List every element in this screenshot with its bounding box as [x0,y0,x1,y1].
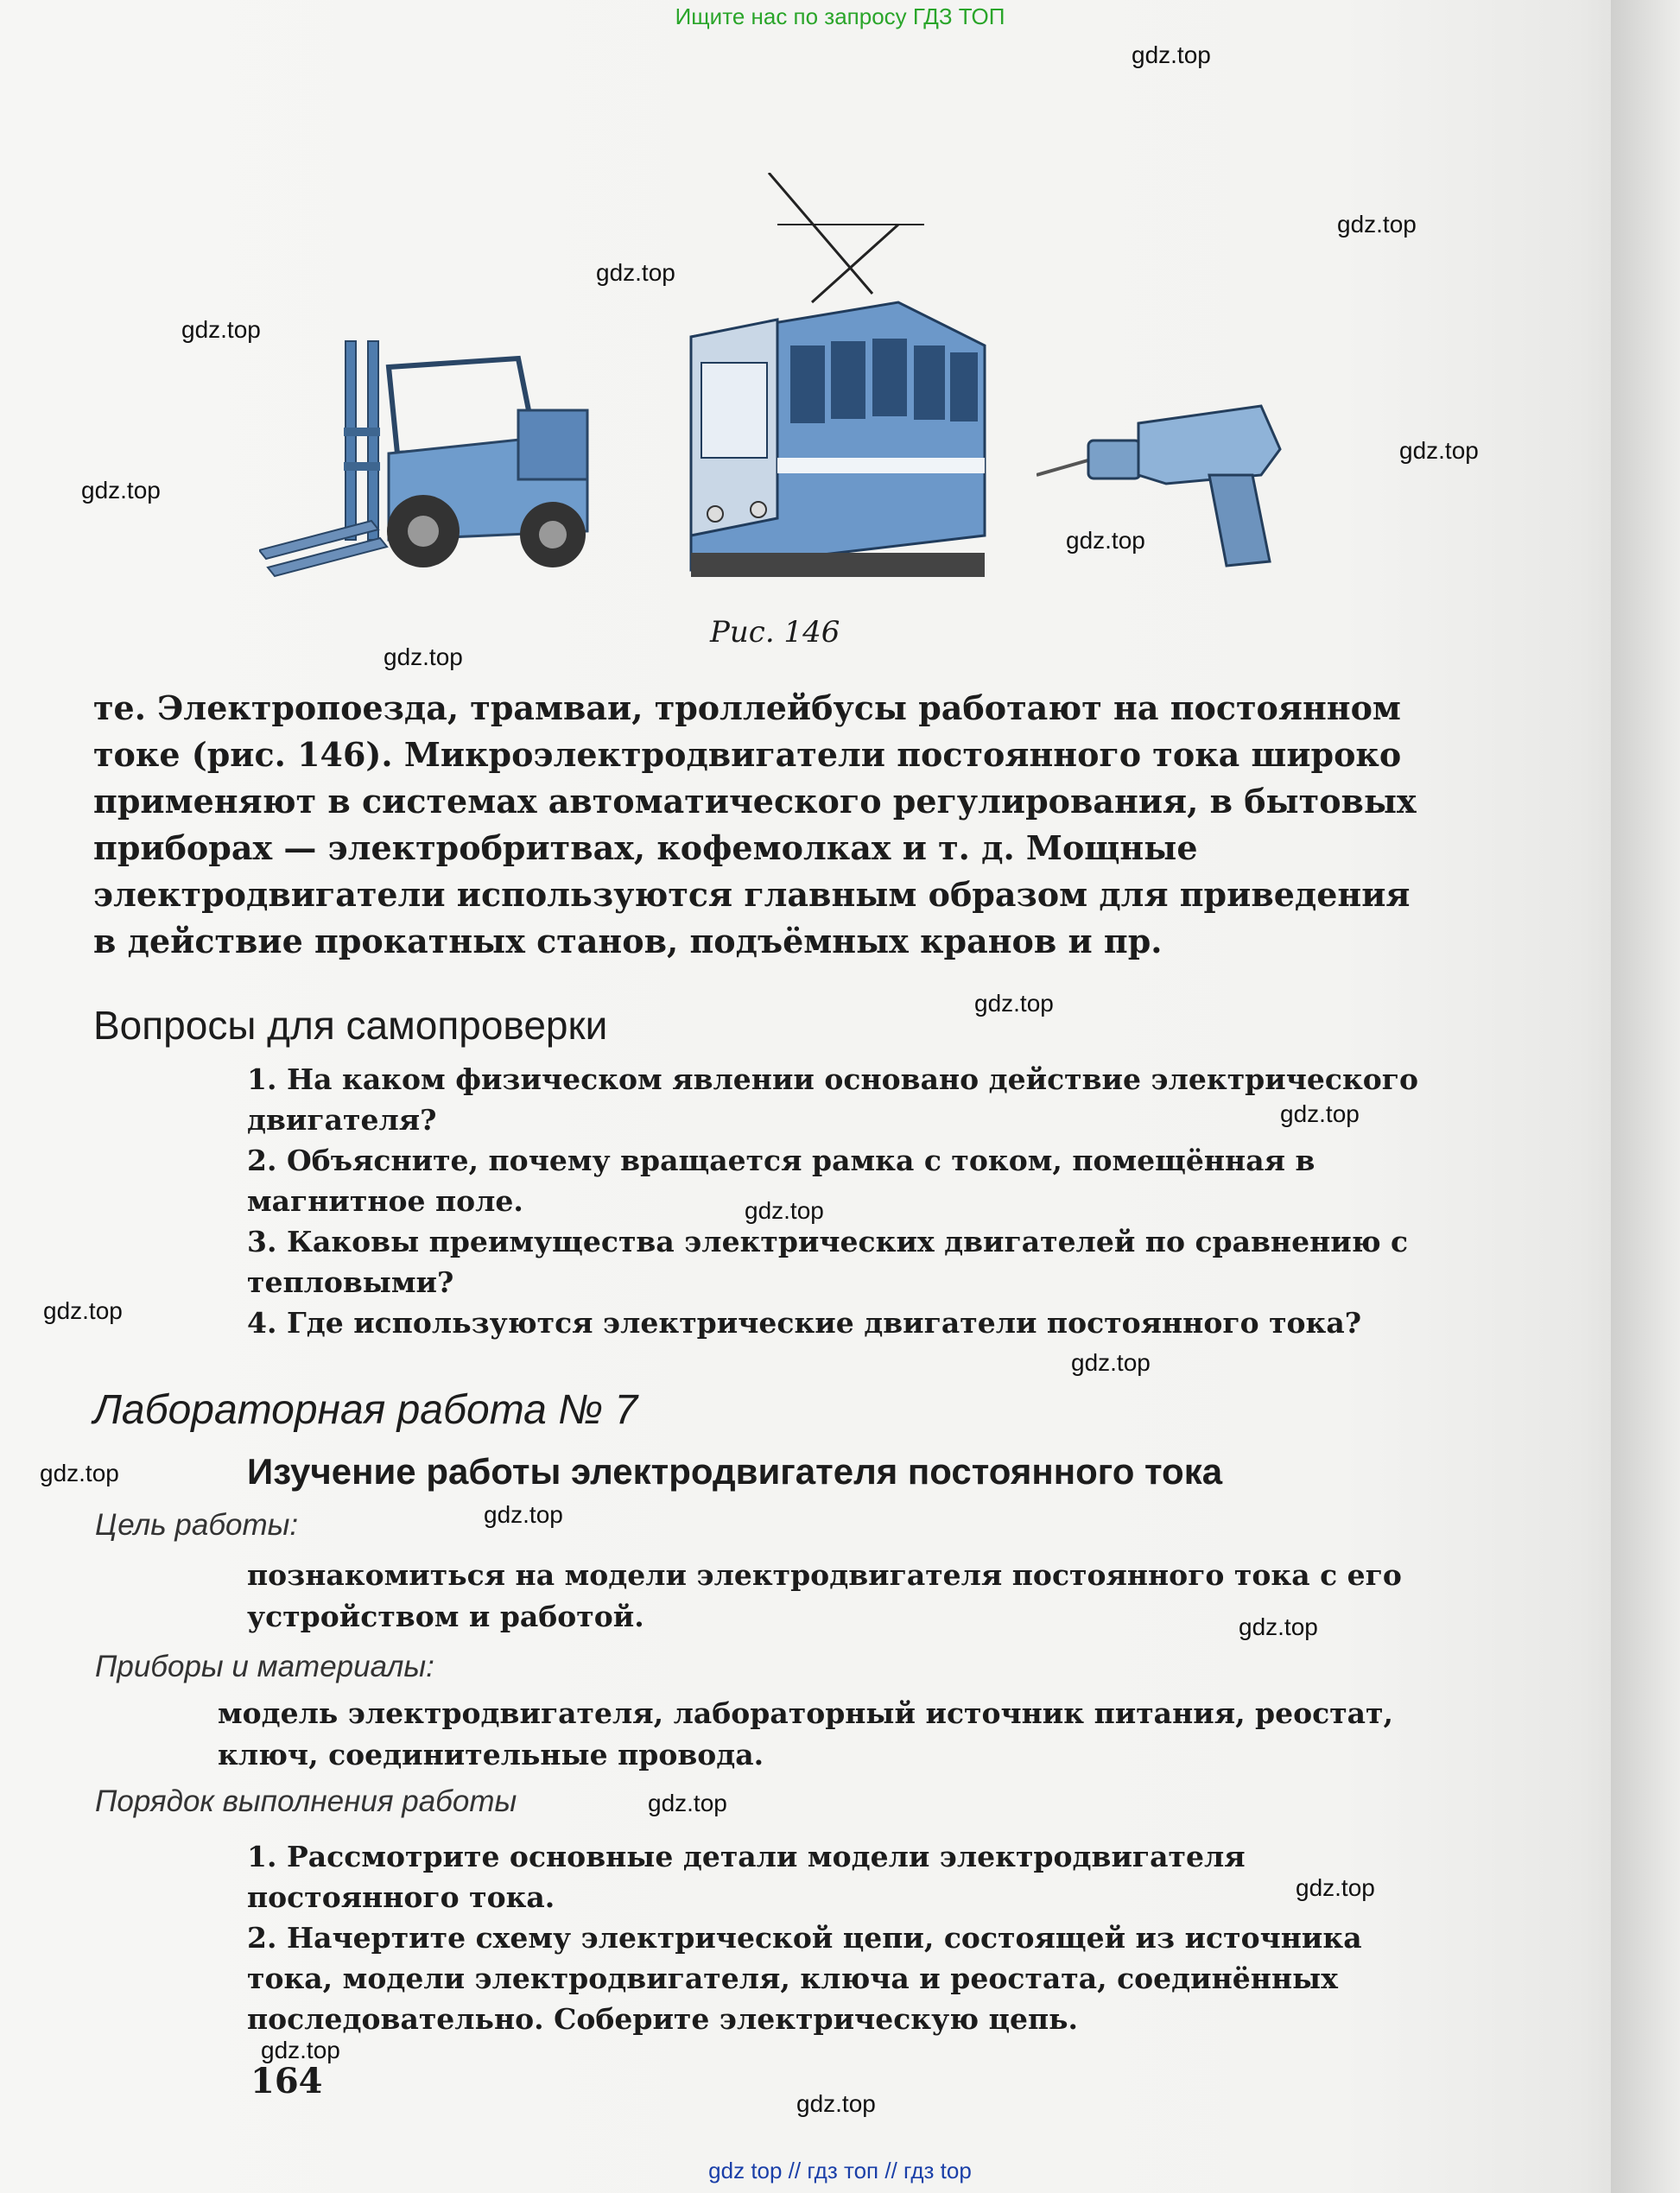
electric-drill-illustration [1037,380,1287,570]
materials-label: Приборы и материалы: [95,1650,434,1683]
watermark: gdz.top [1132,41,1211,68]
lab-number: Лабораторная работа № 7 [93,1387,638,1433]
watermark: gdz.top [1066,527,1145,554]
watermark: gdz.top [648,1790,727,1816]
page-number: 164 [250,2061,323,2101]
intro-paragraph: те. Электропоезда, трамваи, троллейбусы работают на постоянном токе (рис. 146). Микроэлектродвигатели постоянного тока широко применяют в системах автоматического регулирования, в бытовых приборах — электробритвах, кофемолках и т. д. Мощные электродвигатели используются главным образом для приведения в действие прокатных станов, подъёмных кранов и пр. [93,688,1417,960]
forklift-illustration [259,324,622,592]
watermark: gdz.top [40,1460,119,1486]
watermark: gdz.top [43,1297,123,1324]
watermark: gdz.top [484,1501,563,1528]
watermark: gdz.top [745,1197,824,1224]
watermark: gdz.top [384,643,463,670]
question-item: 3. Каковы преимущества электрических двигателей по сравнению с тепловыми? [247,1225,1409,1299]
watermark: gdz.top [1296,1874,1375,1901]
watermark: gdz.top [974,990,1054,1017]
questions-list [247,1059,1430,1343]
procedure-label: Порядок выполнения работы [95,1784,517,1818]
watermark: gdz.top [181,316,261,343]
materials-text: модель электродвигателя, лабораторный источник питания, реостат, ключ, соединительные провода. [218,1696,1393,1772]
watermark: gdz.top [1071,1349,1151,1376]
watermark: gdz.top [1280,1100,1360,1127]
question-item: 2. Объясните, почему вращается рамка с током, помещённая в магнитное поле. [247,1144,1315,1218]
goal-text: познакомиться на модели электродвигателя постоянного тока с его устройством и работой. [247,1558,1402,1633]
watermark: gdz.top [796,2090,876,2117]
goal-label: Цель работы: [95,1508,299,1542]
procedure-step: 2. Начертите схему электрической цепи, состоящей из источника тока, модели электродвигателя, ключа и реостата, соединённых последовательно. Соберите электрическую цепь. [247,1921,1362,2036]
question-item: 1. На каком физическом явлении основано действие электрического двигателя? [247,1062,1419,1137]
procedure-list [247,1836,1430,2039]
watermark: gdz.top [1399,437,1479,464]
top-banner[interactable]: Ищите нас по запросу ГДЗ ТОП [675,3,1005,29]
lab-title: Изучение работы электродвигателя постоянного тока [247,1451,1223,1492]
bottom-banner[interactable]: gdz top // гдз топ // гдз top [708,2158,972,2183]
procedure-step: 1. Рассмотрите основные детали модели электродвигателя постоянного тока. [247,1840,1246,1914]
question-item: 4. Где используются электрические двигатели постоянного тока? [247,1306,1362,1340]
watermark: gdz.top [81,477,161,504]
questions-heading: Вопросы для самопроверки [93,1003,608,1048]
watermark: gdz.top [261,2037,340,2063]
watermark: gdz.top [1239,1613,1318,1640]
page-edge-shadow [1611,0,1680,2193]
watermark: gdz.top [1337,211,1417,238]
figure-caption: Рис. 146 [710,615,840,650]
watermark: gdz.top [596,259,675,286]
tram-illustration [639,173,1002,587]
